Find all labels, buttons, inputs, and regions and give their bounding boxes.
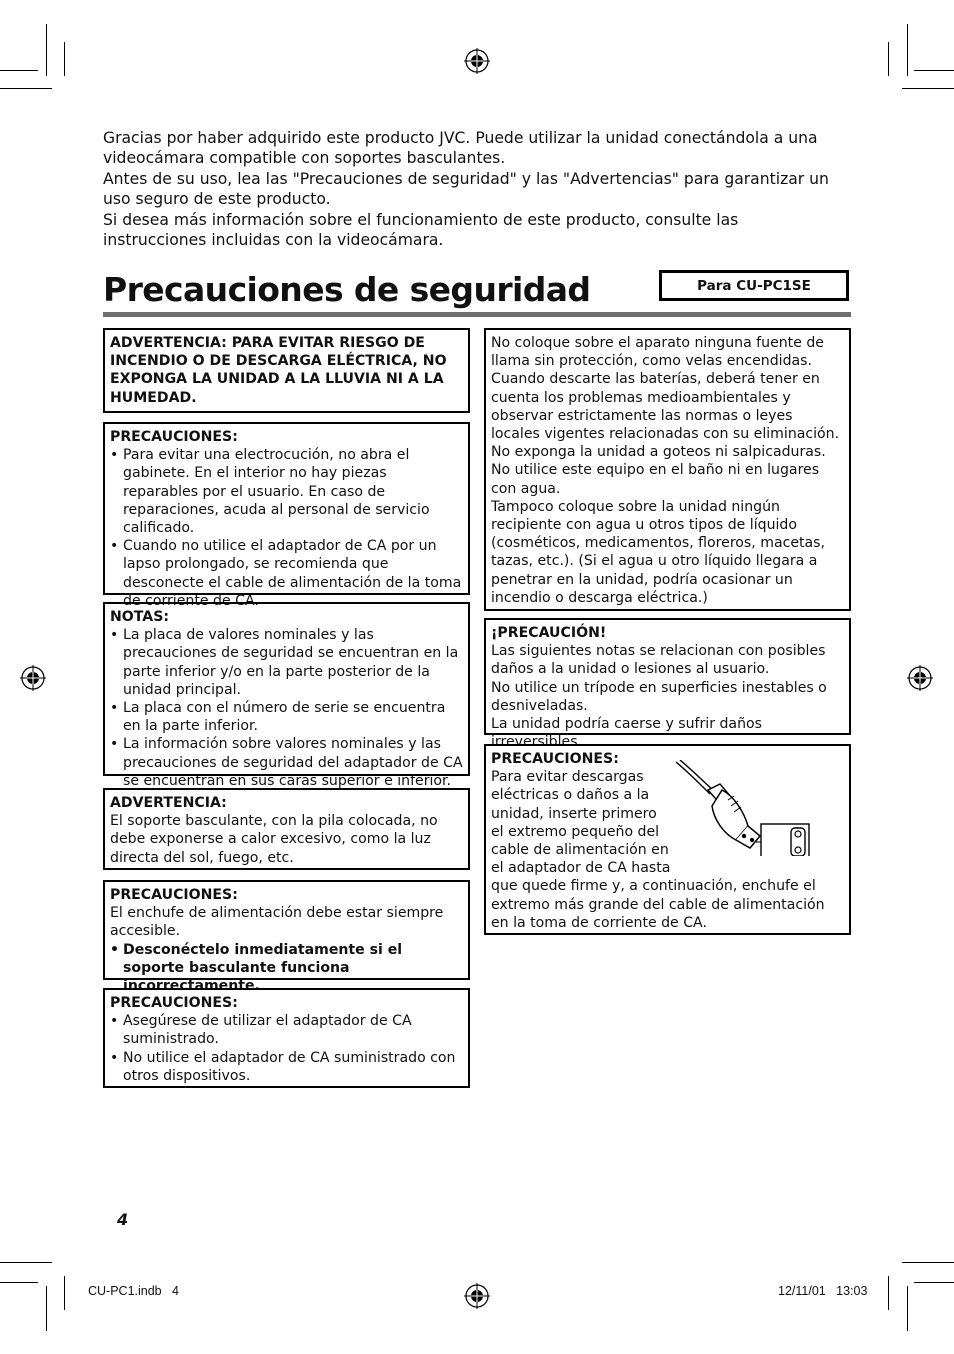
- box-heading: NOTAS:: [110, 609, 169, 625]
- box-text: La unidad podría caerse y sufrir daños irreversibles.: [491, 716, 762, 751]
- box-text: No utilice este equipo en el baño ni en lugares con agua.: [491, 462, 820, 497]
- notes-list: [110, 626, 464, 790]
- registration-mark-icon: [20, 665, 46, 691]
- crop-mark: [907, 1286, 908, 1331]
- registration-mark-icon: [464, 1283, 490, 1309]
- crop-mark: [914, 1282, 954, 1283]
- plug-text-area: [491, 768, 845, 877]
- box-text: Las siguientes notas se relacionan con posibles daños a la unidad o lesiones al usuario.: [491, 643, 826, 678]
- box-heading: PRECAUCIONES:: [110, 429, 238, 445]
- crop-mark: [64, 1276, 65, 1310]
- precautions-box-adapter: [103, 988, 470, 1088]
- list-item: • Asegúrese de utilizar el adaptador de CA suministrado.: [110, 1012, 464, 1048]
- box-text-line: unidad, inserte primero: [491, 805, 657, 822]
- page-title: Precauciones de seguridad: [103, 270, 591, 309]
- box-text: que quede firme y, a continuación, enchufe el extremo más grande del cable de alimentación en la toma de corriente de CA.: [491, 878, 825, 931]
- list-item: • Para evitar una electrocución, no abra el gabinete. En el interior no hay piezas reparables por el usuario. En caso de reparaciones, acuda al personal de servicio calificado.: [110, 446, 464, 537]
- power-plug-icon: [674, 760, 814, 856]
- box-text-line: cable de alimentación en: [491, 842, 669, 859]
- box-heading: ¡PRECAUCIÓN!: [491, 625, 607, 641]
- box-text: Tampoco coloque sobre la unidad ningún recipiente con agua u otros tipos de líquido (cosméticos, medicamentos, floreros, macetas, tazas, etc.). (Si el agua u otro líquido llegara a penetrar en la unidad, podría ocasionar un incendio o descarga eléctrica.): [491, 498, 825, 606]
- crop-mark: [888, 42, 889, 76]
- crop-mark: [907, 24, 908, 76]
- box-text: No exponga la unidad a goteos ni salpicaduras.: [491, 444, 826, 461]
- box-text: Cuando descarte las baterías, deberá tener en cuenta los problemas medioambientales y observar estrictamente las normas o leyes locales vigentes relacionadas con su eliminación.: [491, 371, 840, 443]
- flame-water-box: [484, 328, 851, 611]
- list-item: • No utilice el adaptador de CA suministrado con otros dispositivos.: [110, 1049, 464, 1085]
- warning-box-fire: [103, 328, 470, 413]
- crop-mark: [0, 1282, 38, 1283]
- warning-box-heat: [103, 788, 470, 870]
- crop-mark: [914, 70, 954, 71]
- footer-file-text: CU-PC1.indb 4: [88, 1284, 180, 1298]
- box-text: No coloque sobre el aparato ninguna fuente de llama sin protección, como velas encendidas.: [491, 335, 824, 370]
- footer-datetime: [778, 1284, 867, 1298]
- precautions-list: [110, 1012, 464, 1085]
- intro-paragraph: Antes de su uso, lea las "Precauciones de seguridad" y las "Advertencias" para garantizar un uso seguro de este producto.: [103, 169, 829, 209]
- crop-mark: [888, 1276, 889, 1310]
- crop-mark: [46, 24, 47, 76]
- box-heading: PRECAUCIONES:: [110, 887, 238, 903]
- intro-paragraph: Si desea más información sobre el funcionamiento de este producto, consulte las instrucciones incluidas con la videocámara.: [103, 210, 739, 250]
- precautions-box-plug: [103, 880, 470, 995]
- crop-mark: [902, 88, 954, 89]
- model-label: Para CU-PC1SE: [659, 270, 849, 301]
- notes-box: [103, 602, 470, 789]
- list-item: • La placa con el número de serie se encuentra en la parte inferior.: [110, 699, 464, 735]
- crop-mark: [0, 70, 38, 71]
- box-heading: ADVERTENCIA:: [110, 795, 227, 811]
- footer-filename: [88, 1284, 179, 1298]
- box-text-line: el extremo pequeño del: [491, 823, 660, 840]
- crop-mark: [0, 1262, 52, 1263]
- box-text: El enchufe de alimentación debe estar siempre accesible.: [110, 905, 444, 940]
- box-text-line: eléctricas o daños a la: [491, 787, 650, 804]
- crop-mark: [902, 1262, 954, 1263]
- list-item: • La placa de valores nominales y las precauciones de seguridad se encuentran en la parte inferior y/o en la parte posterior de la unidad principal.: [110, 626, 464, 699]
- box-heading: PRECAUCIONES:: [491, 751, 619, 767]
- list-item: • Cuando no utilice el adaptador de CA por un lapso prolongado, se recomienda que desconecte el cable de alimentación de la toma de corriente de CA.: [110, 537, 464, 610]
- box-text: El soporte basculante, con la pila colocada, no debe exponerse a calor excesivo, como la luz directa del sol, fuego, etc.: [110, 813, 438, 866]
- crop-mark: [0, 88, 52, 89]
- precautions-list: [110, 446, 464, 610]
- list-item: • Desconéctelo inmediatamente si el soporte basculante funciona incorrectamente.: [110, 941, 464, 996]
- list-item: • La información sobre valores nominales y las precauciones de seguridad del adaptador de CA se encuentran en sus caras superior e inferior.: [110, 735, 464, 790]
- registration-mark-icon: [464, 48, 490, 74]
- box-text-line: Para evitar descargas: [491, 769, 644, 786]
- footer-datetime-text: 12/11/01 13:03: [778, 1284, 868, 1298]
- intro-text: [103, 128, 833, 250]
- precautions-box-power-cord: [484, 744, 851, 935]
- registration-mark-icon: [907, 665, 933, 691]
- box-text: No utilice un trípode en superficies inestables o desniveladas.: [491, 679, 827, 714]
- page-number: 4: [117, 1210, 129, 1229]
- intro-paragraph: Gracias por haber adquirido este producto JVC. Puede utilizar la unidad conectándola a una videocámara compatible con soportes basculantes.: [103, 129, 818, 168]
- precautions-box-electrocution: [103, 422, 470, 609]
- caution-box: [484, 618, 851, 751]
- box-heading: PRECAUCIONES:: [110, 995, 238, 1011]
- warning-text: ADVERTENCIA: PARA EVITAR RIESGO DE INCENDIO O DE DESCARGA ELÉCTRICA, NO EXPONGA LA UNIDAD A LA LLUVIA NI A LA HUMEDAD.: [110, 335, 447, 406]
- box-text-line: el adaptador de CA hasta: [491, 860, 671, 877]
- crop-mark: [64, 42, 65, 76]
- crop-mark: [46, 1286, 47, 1331]
- title-rule: [103, 312, 851, 317]
